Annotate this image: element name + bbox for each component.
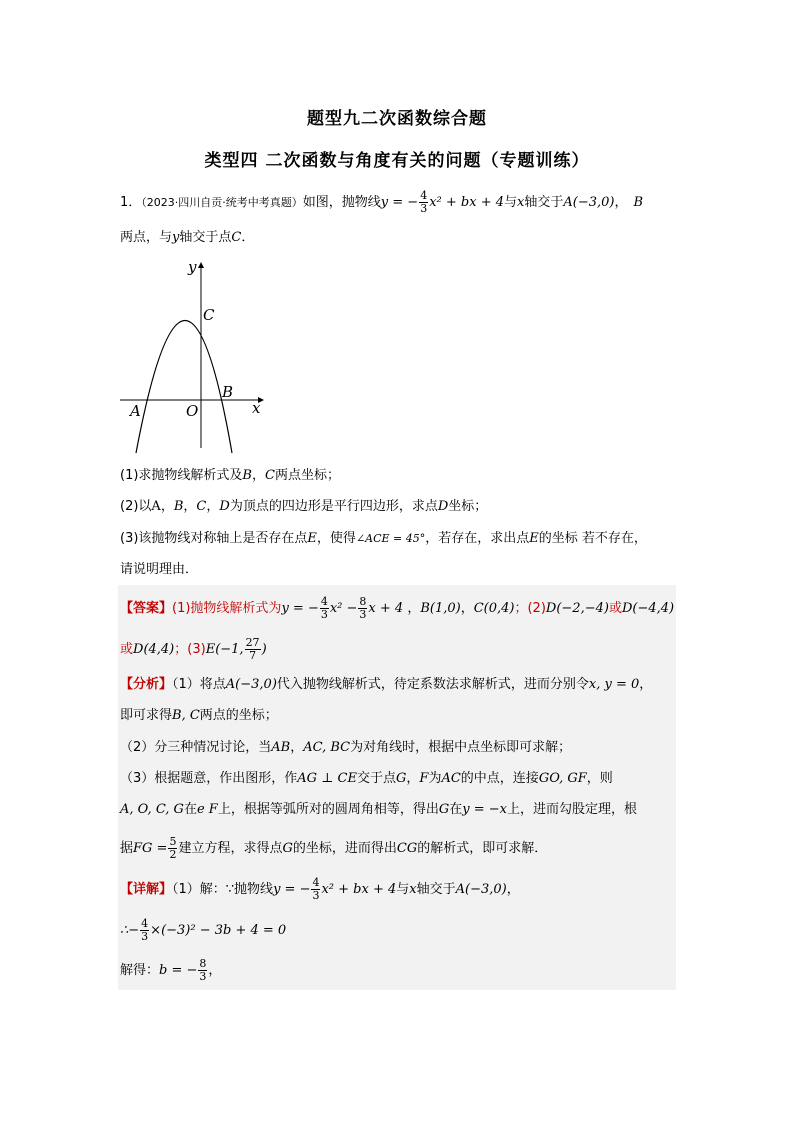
label-B: B: [222, 383, 234, 401]
fraction: $\frac{4}{3}$: [320, 595, 328, 621]
part-1: (1)求抛物线解析式及B，C两点坐标；: [120, 468, 340, 483]
page-subtitle: 类型四 二次函数与角度有关的问题（专题训练）: [204, 151, 590, 171]
detail-line-3: 解得：b = − $\frac{8}{3}$ ，: [120, 957, 222, 983]
analysis-line-2: 即可求得B, C两点的坐标；: [120, 708, 278, 723]
answer-line-2: 或D(4,4)；(3)E(−1, $\frac{27}{7}$ ): [120, 636, 267, 662]
fraction: $\frac{8}{3}$: [199, 957, 207, 983]
fraction: $\frac{4}{3}$: [312, 876, 320, 902]
part-3: (3)该抛物线对称轴上是否存在点E，使得∠ACE = 45°，若存在，求出点E的坐标 若不存在，: [120, 531, 647, 546]
answer-line-1: 【答案】(1)抛物线解析式为y = − $\frac{4}{3}$ x² − $\frac{8}{3}$ x + 4 ，B(1,0)，C(0,4)；(2)D(−2,−4)或D(−4,4): [120, 595, 675, 621]
analysis-line-3: （2）分三种情况讨论，当AB，AC, BC为对角线时，根据中点坐标即可求解；: [120, 740, 572, 755]
parabola-figure: [118, 258, 278, 458]
label-C: C: [203, 306, 215, 324]
detail-line-1: 【详解】（1）解：∵抛物线y = − $\frac{4}{3}$ x² + bx + 4与x轴交于A(−3,0)，: [120, 876, 520, 902]
fraction: $\frac{27}{7}$: [245, 636, 260, 662]
detail-label: 【详解】: [120, 882, 173, 897]
page-title: 题型九二次函数综合题: [307, 109, 487, 129]
fraction: $\frac{4}{3}$: [420, 189, 428, 215]
fraction: $\frac{8}{3}$: [359, 595, 367, 621]
label-O: O: [186, 402, 199, 420]
parabola-curve: [136, 321, 232, 454]
label-x: x: [252, 399, 261, 417]
part-3-line-2: 请说明理由．: [120, 562, 199, 577]
analysis-label: 【分析】: [120, 677, 173, 692]
y-axis-arrow: [198, 262, 204, 268]
analysis-line-6: 据FG = $\frac{5}{2}$ 建立方程，求得点G的坐标，进而得出CG的解析式，即可求解．: [120, 835, 548, 861]
answer-label: 【答案】: [120, 601, 173, 616]
fraction: $\frac{4}{3}$: [141, 917, 149, 943]
question-source: （2023·四川自贡·统考中考真题）: [141, 196, 303, 209]
part-2: (2)以A，B，C，D为顶点的四边形是平行四边形，求点D坐标；: [120, 499, 488, 514]
question-line-1: 1．（2023·四川自贡·统考中考真题）如图，抛物线y = − $\frac{4}{3}$ x² + bx + 4与x轴交于A(−3,0)， B: [120, 189, 644, 215]
label-y: y: [188, 258, 197, 276]
analysis-line-1: 【分析】（1）将点A(−3,0)代入抛物线解析式，待定系数法求解析式，进而分别令x, y = 0，: [120, 677, 653, 692]
label-A: A: [130, 402, 141, 420]
analysis-line-4: （3）根据题意，作出图形，作AG ⊥ CE交于点G，F为AC的中点，连接GO, GF，则: [120, 771, 613, 786]
detail-line-2: ∴− $\frac{4}{3}$ ×(−3)² − 3b + 4 = 0: [120, 917, 287, 943]
question-line-2: 两点，与y轴交于点C．: [120, 230, 255, 245]
fraction: $\frac{5}{2}$: [169, 835, 177, 861]
analysis-line-5: A, O, C, G在e F上，根据等弧所对的圆周角相等，得出G在y = −x上，进而勾股定理，根: [120, 802, 637, 817]
